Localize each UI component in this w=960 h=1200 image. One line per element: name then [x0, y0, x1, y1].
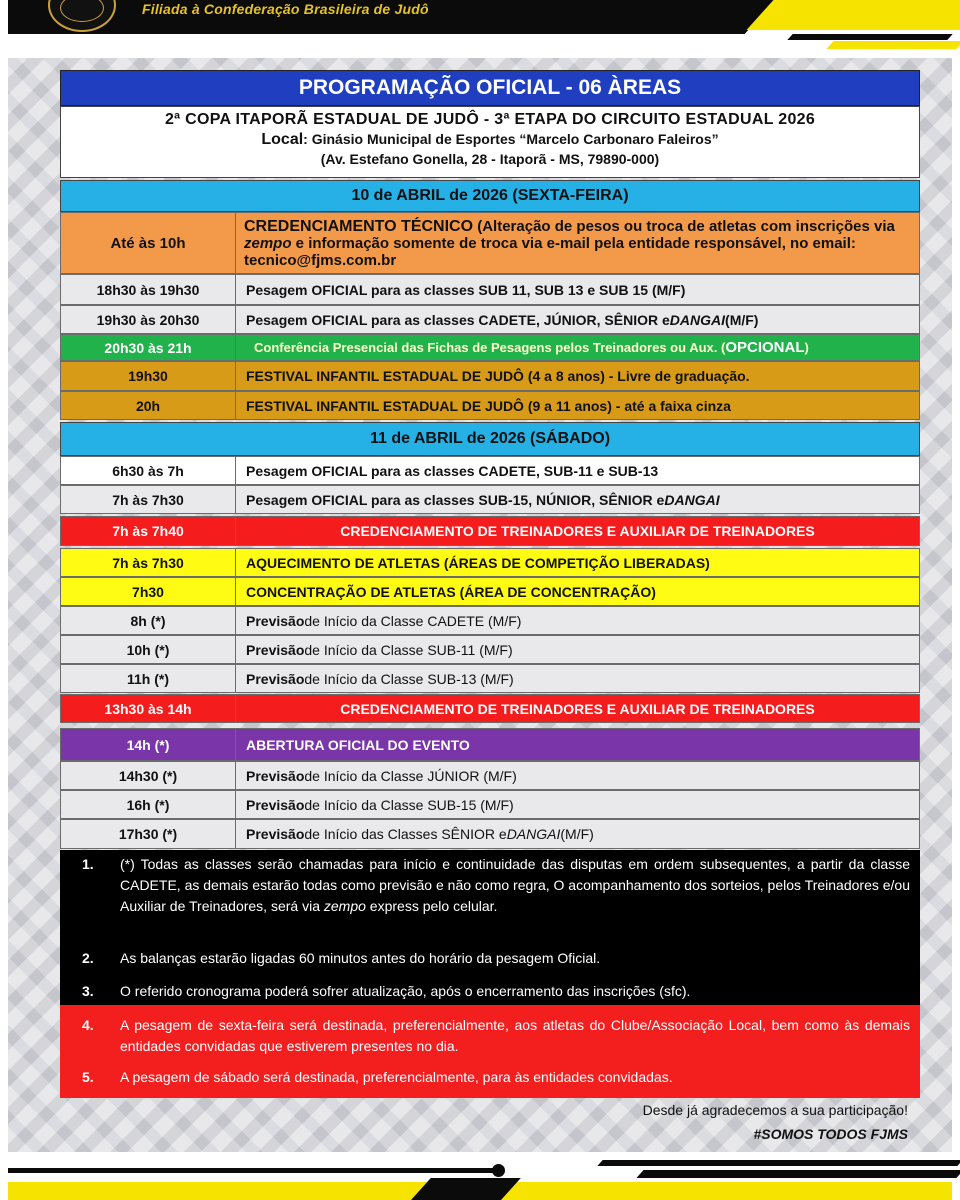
desc-bold: Previsão [246, 670, 305, 687]
row-desc [236, 486, 919, 513]
row-desc [236, 335, 919, 360]
row-desc [236, 607, 919, 634]
schedule-row-credenciamento-treinadores [60, 516, 920, 546]
row-desc: FESTIVAL INFANTIL ESTADUAL DE JUDÔ (9 a 11 anos) - até a faixa cinza [246, 397, 731, 414]
header-stripe-yellow [826, 41, 960, 49]
row-desc [236, 306, 919, 333]
row-time: 16h (*) [61, 791, 236, 818]
note-item [82, 981, 910, 1002]
schedule-row-credenciamento-tecnico [60, 212, 920, 274]
schedule-row-festival [60, 391, 920, 420]
row-time: 20h30 às 21h [61, 335, 236, 360]
desc-part: Pesagem OFICIAL para as classes CADETE, JÚNIOR, SÊNIOR e [246, 311, 670, 328]
cred-title: CREDENCIAMENTO TÉCNICO [244, 217, 474, 235]
local-value: : Ginásio Municipal de Esportes “Marcelo Carbonaro Faleiros” [303, 131, 719, 147]
event-info [60, 106, 920, 178]
row-desc [236, 762, 919, 789]
desc-part: de Início da Classe SUB-11 (M/F) [304, 641, 513, 658]
row-desc: CREDENCIAMENTO DE TREINADORES E AUXILIAR DE TREINADORES [340, 523, 815, 539]
notes-black-panel [60, 850, 920, 1005]
logo-inner-ring [60, 0, 104, 22]
row-desc: CREDENCIAMENTO DE TREINADORES E AUXILIAR DE TREINADORES [340, 700, 815, 717]
note-text: O referido cronograma poderá sofrer atualização, após o encerramento das inscrições (sfc). [120, 983, 691, 999]
event-name: 2ª COPA ITAPORÃ ESTADUAL DE JUDÔ - 3ª ETAPA DO CIRCUITO ESTADUAL 2026 [164, 111, 816, 128]
row-desc [236, 665, 919, 692]
row-desc [236, 820, 919, 848]
cred-text-b: e informação somente de troca via e-mail pela entidade responsável, no email: tecnico@fjms.com.br [244, 234, 856, 269]
page-title: PROGRAMAÇÃO OFICIAL - 06 ÀREAS [60, 70, 920, 106]
day1-heading: 10 de ABRIL de 2026 (SEXTA-FEIRA) [60, 180, 920, 212]
note-item [82, 1015, 910, 1057]
header-black-bar [8, 0, 728, 34]
row-time: 7h às 7h30 [61, 549, 236, 576]
row-time: 7h às 7h30 [61, 486, 236, 513]
note-text: A pesagem de sexta-feira será destinada, preferencialmente, aos atletas do Clube/Associação Local, bem como às demais entidades convidadas que estiverem presentes no dia. [120, 1017, 910, 1054]
desc-part: Pesagem OFICIAL para as classes SUB-15, NÚNIOR, SÊNIOR e [246, 491, 665, 508]
row-desc [236, 213, 919, 273]
footer-black-line [8, 1168, 498, 1173]
row-desc: Pesagem OFICIAL para as classes SUB 11, SUB 13 e SUB 15 (M/F) [246, 281, 686, 298]
schedule-row [60, 485, 920, 514]
desc-bold: Previsão [246, 826, 305, 842]
desc-bold: Previsão [246, 796, 305, 813]
desc-part: de Início da Classe CADETE (M/F) [304, 612, 522, 629]
row-time: 19h30 às 20h30 [61, 306, 236, 333]
schedule-row-concentracao [60, 577, 920, 606]
row-time: 19h30 [61, 362, 236, 390]
note-item [82, 948, 910, 969]
header-band [0, 0, 960, 56]
schedule-row [60, 274, 920, 305]
note-item [82, 1067, 910, 1088]
desc-part: (M/F) [560, 826, 594, 842]
schedule-row [60, 456, 920, 485]
cred-zempo: zempo [244, 234, 292, 252]
row-desc [236, 791, 919, 818]
desc-opcional: OPCIONAL [725, 339, 805, 356]
row-time: 6h30 às 7h [61, 457, 236, 484]
schedule-row-credenciamento-treinadores [60, 694, 920, 723]
schedule-row [60, 305, 920, 334]
schedule-row-abertura [60, 728, 920, 761]
desc-part: de Início da Classe SUB-13 (M/F) [304, 670, 514, 687]
footer-band [0, 1152, 960, 1200]
schedule-row [60, 635, 920, 664]
event-address: (Av. Estefano Gonella, 28 - Itaporã - MS, 79890-000) [320, 151, 660, 167]
footer-stripe-black-2 [636, 1170, 960, 1178]
note-number: 3. [82, 983, 94, 999]
note-zempo: zempo [323, 898, 366, 914]
schedule-row [60, 664, 920, 693]
desc-italic: DANGAI [664, 491, 720, 508]
note-number: 5. [82, 1069, 94, 1085]
thanks-message: Desde já agradecemos a sua participação! [642, 1102, 908, 1118]
note-number: 2. [82, 950, 94, 966]
desc-bold: Previsão [246, 767, 305, 784]
desc-part: de Início das Classes SÊNIOR e [304, 826, 507, 842]
credenciamento-text [236, 215, 919, 272]
day2-heading: 11 de ABRIL de 2026 (SÁBADO) [60, 422, 920, 456]
desc-bold: Previsão [246, 641, 305, 658]
schedule-row [60, 819, 920, 849]
note-text [90, 854, 910, 917]
event-local [61, 131, 919, 149]
row-time: 17h30 (*) [61, 820, 236, 848]
note-number: 1. [82, 856, 94, 872]
row-time: 20h [61, 392, 236, 419]
desc-part: (M/F) [725, 311, 759, 328]
row-time: 10h (*) [61, 636, 236, 663]
row-time: 8h (*) [61, 607, 236, 634]
local-label: Local [261, 131, 304, 148]
schedule-row [60, 606, 920, 635]
desc-part: de Início da Classe JÚNIOR (M/F) [304, 767, 517, 784]
row-time: 18h30 às 19h30 [61, 275, 236, 304]
desc-italic: DANGAI [506, 826, 561, 842]
org-subtitle: Filiada à Confederação Brasileira de Judô [142, 1, 429, 17]
row-time: 11h (*) [61, 665, 236, 692]
row-desc: CONCENTRAÇÃO DE ATLETAS (ÁREA DE CONCENTRAÇÃO) [246, 583, 656, 600]
hashtag: #SOMOS TODOS FJMS [753, 1126, 908, 1142]
desc-part: Conferência Presencial das Fichas de Pesagens pelos Treinadores ou Aux. ( [254, 340, 726, 355]
row-time: 7h30 [61, 578, 236, 605]
cred-text-a: (Alteração de pesos ou troca de atletas com inscrições via [473, 217, 895, 235]
footer-stripe-black [597, 1160, 960, 1166]
desc-italic: DANGAI [669, 311, 726, 328]
row-desc: Pesagem OFICIAL para as classes CADETE, SUB-11 e SUB-13 [246, 462, 659, 479]
row-desc: ABERTURA OFICIAL DO EVENTO [246, 736, 470, 753]
header-stripe-black [787, 34, 952, 40]
schedule-row [60, 761, 920, 790]
desc-bold: Previsão [246, 612, 305, 629]
row-time: 14h (*) [61, 729, 236, 760]
schedule-row-conferencia [60, 334, 920, 361]
desc-part: de Início da Classe SUB-15 (M/F) [304, 796, 514, 813]
schedule-row-aquecimento [60, 548, 920, 577]
footer-dot [492, 1164, 505, 1177]
note-item [82, 854, 910, 917]
note-text: A pesagem de sábado será destinada, preferencialmente, para às entidades convidadas. [120, 1069, 673, 1085]
note-text-a: (*) Todas as classes serão chamadas para início e continuidade das disputas em ordem subsequentes, a partir da classe CADETE, as demais estarão todas como previsão e não como regra, O acompanhamento dos sorteios, pelos Treinadores e/ou Auxiliar de Treinadores, será via [120, 856, 910, 914]
row-time: Até às 10h [61, 213, 236, 273]
schedule-row-festival [60, 361, 920, 391]
row-desc: AQUECIMENTO DE ATLETAS (ÁREAS DE COMPETIÇÃO LIBERADAS) [246, 554, 710, 571]
row-time: 13h30 às 14h [61, 695, 236, 722]
row-desc [236, 636, 919, 663]
note-text-b: express pelo celular. [365, 898, 498, 914]
note-number: 4. [82, 1017, 94, 1033]
row-time: 14h30 (*) [61, 762, 236, 789]
federation-logo-icon [48, 0, 116, 32]
notes-red-panel [60, 1005, 920, 1098]
schedule-row [60, 790, 920, 819]
header-diagonal-yellow [746, 0, 960, 30]
desc-part: ) [804, 340, 809, 355]
row-time: 7h às 7h40 [61, 517, 236, 545]
note-text: As balanças estarão ligadas 60 minutos antes do horário da pesagem Oficial. [120, 950, 601, 966]
row-desc: FESTIVAL INFANTIL ESTADUAL DE JUDÔ (4 a 8 anos) - Livre de graduação. [246, 368, 750, 384]
